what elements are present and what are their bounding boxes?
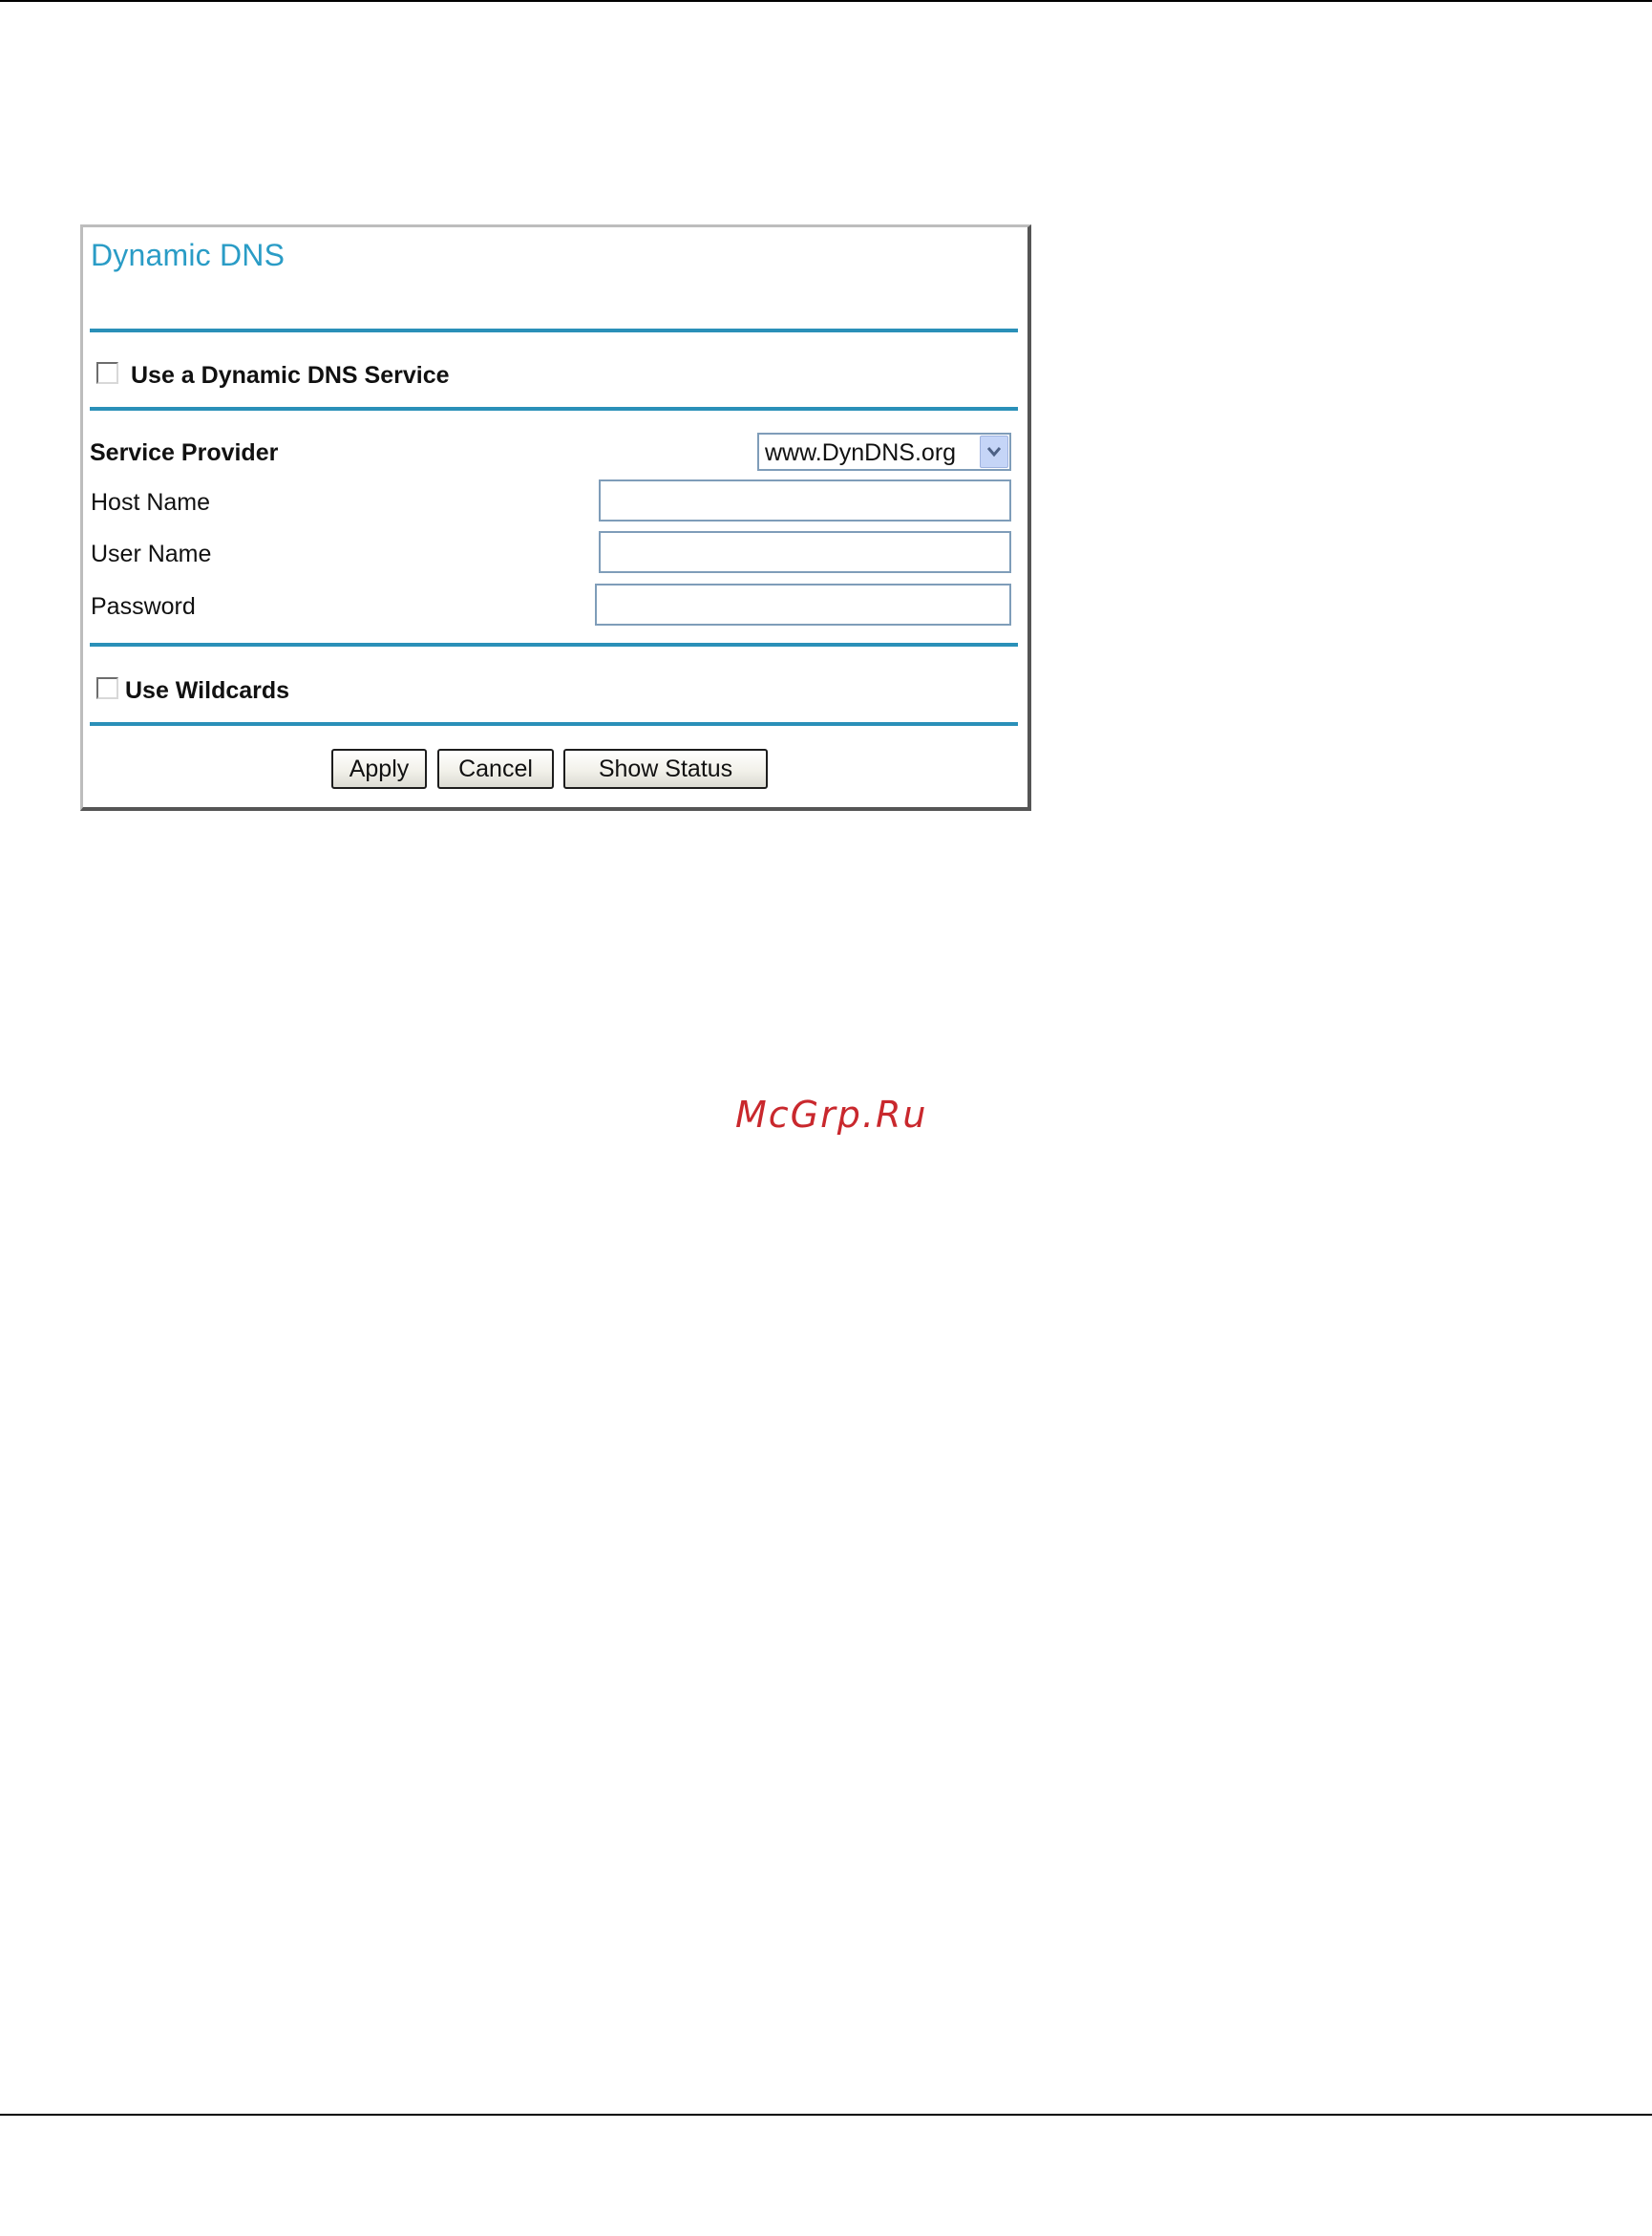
page-bottom-rule [0, 2114, 1652, 2116]
apply-button[interactable]: Apply [331, 749, 427, 789]
separator [90, 722, 1018, 726]
password-input[interactable] [595, 584, 1011, 626]
separator [90, 643, 1018, 647]
user-name-input[interactable] [599, 531, 1011, 573]
separator [90, 329, 1018, 332]
service-provider-select[interactable] [757, 433, 1011, 471]
dynamic-dns-panel [80, 224, 1031, 811]
host-name-input[interactable] [599, 479, 1011, 522]
page-top-rule [0, 0, 1652, 2]
use-wildcards-label: Use Wildcards [125, 677, 290, 704]
use-ddns-checkbox[interactable] [96, 362, 118, 384]
show-status-button[interactable]: Show Status [563, 749, 768, 789]
watermark-text: McGrp.Ru [735, 1094, 928, 1136]
service-provider-value: www.DynDNS.org [765, 439, 957, 466]
use-wildcards-checkbox[interactable] [96, 677, 118, 699]
service-provider-label: Service Provider [90, 439, 279, 466]
user-name-label: User Name [91, 541, 212, 567]
separator [90, 407, 1018, 411]
cancel-button[interactable]: Cancel [437, 749, 554, 789]
password-label: Password [91, 593, 196, 620]
host-name-label: Host Name [91, 489, 211, 516]
panel-title: Dynamic DNS [91, 238, 286, 272]
chevron-down-icon[interactable] [980, 436, 1008, 468]
use-ddns-label: Use a Dynamic DNS Service [131, 362, 450, 389]
